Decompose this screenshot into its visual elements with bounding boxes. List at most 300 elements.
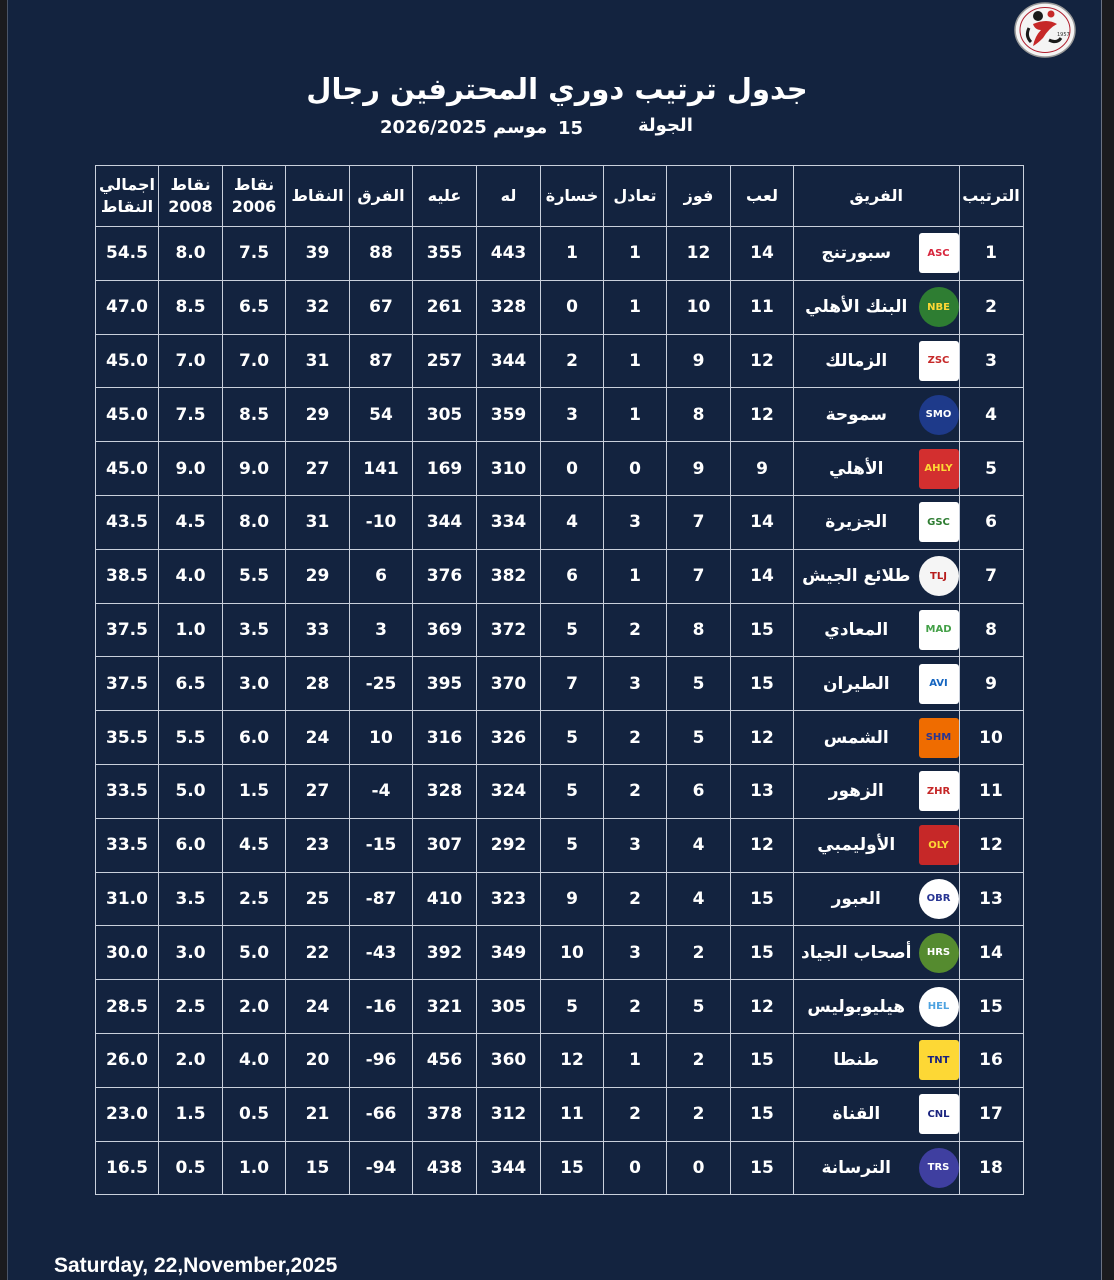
goals-against-cell: 369: [413, 603, 477, 657]
team-crest-icon: CNL: [919, 1094, 959, 1134]
points-2006-cell: 6.0: [223, 711, 286, 765]
points-2006-cell: 1.5: [223, 764, 286, 818]
team-logo-cell: [919, 442, 960, 496]
points-2008-cell: 2.5: [159, 980, 223, 1034]
lost-cell: 7: [541, 657, 604, 711]
goals-against-cell: 410: [413, 872, 477, 926]
played-cell: 15: [731, 926, 794, 980]
rank-cell: 6: [959, 495, 1023, 549]
points-cell: 39: [286, 227, 350, 281]
col-team: الفريق: [794, 166, 960, 227]
page-title: جدول ترتيب دوري المحترفين رجال: [306, 72, 808, 106]
played-cell: 15: [731, 603, 794, 657]
points-2008-cell: 3.0: [159, 926, 223, 980]
lost-cell: 5: [541, 764, 604, 818]
goal-diff-cell: 6: [350, 549, 413, 603]
table-row: [96, 711, 1024, 765]
goal-diff-cell: 87: [350, 334, 413, 388]
total-points-cell: 37.5: [96, 657, 159, 711]
table-row: [96, 764, 1024, 818]
points-2006-cell: 8.0: [223, 495, 286, 549]
rank-cell: 8: [959, 603, 1023, 657]
team-logo-cell: [919, 603, 960, 657]
goal-diff-cell: 10: [350, 711, 413, 765]
points-2006-cell: 8.5: [223, 388, 286, 442]
team-logo-cell: [919, 872, 960, 926]
drawn-cell: 2: [604, 980, 667, 1034]
goal-diff-cell: -96: [350, 1033, 413, 1087]
played-cell: 14: [731, 227, 794, 281]
lost-cell: 5: [541, 603, 604, 657]
lost-cell: 4: [541, 495, 604, 549]
drawn-cell: 3: [604, 926, 667, 980]
goals-for-cell: 334: [477, 495, 541, 549]
goals-against-cell: 392: [413, 926, 477, 980]
won-cell: 8: [667, 603, 731, 657]
col-points-2006: نقاط 2006: [223, 166, 286, 227]
goals-for-cell: 326: [477, 711, 541, 765]
total-points-cell: 33.5: [96, 818, 159, 872]
points-2008-cell: 2.0: [159, 1033, 223, 1087]
lost-cell: 2: [541, 334, 604, 388]
points-2008-cell: 8.5: [159, 280, 223, 334]
table-row: [96, 388, 1024, 442]
points-cell: 31: [286, 334, 350, 388]
points-2008-cell: 4.5: [159, 495, 223, 549]
subtitle: [380, 115, 700, 143]
points-2008-cell: 0.5: [159, 1141, 223, 1195]
team-crest-icon: TRS: [919, 1148, 959, 1188]
won-cell: 2: [667, 1033, 731, 1087]
team-logo-cell: [919, 1033, 960, 1087]
played-cell: 15: [731, 1033, 794, 1087]
goals-for-cell: 305: [477, 980, 541, 1034]
round-label: الجولة: [638, 115, 693, 136]
team-crest-icon: HRS: [919, 933, 959, 973]
team-logo-cell: [919, 495, 960, 549]
season-label: موسم 2026/2025: [380, 117, 548, 138]
team-logo-cell: [919, 1141, 960, 1195]
total-points-cell: 16.5: [96, 1141, 159, 1195]
points-2008-cell: 4.0: [159, 549, 223, 603]
points-2006-cell: 7.0: [223, 334, 286, 388]
drawn-cell: 1: [604, 388, 667, 442]
goals-for-cell: 370: [477, 657, 541, 711]
team-logo-cell: [919, 657, 960, 711]
rank-cell: 12: [959, 818, 1023, 872]
won-cell: 7: [667, 495, 731, 549]
points-cell: 23: [286, 818, 350, 872]
lost-cell: 5: [541, 980, 604, 1034]
drawn-cell: 0: [604, 442, 667, 496]
lost-cell: 12: [541, 1033, 604, 1087]
goals-for-cell: 324: [477, 764, 541, 818]
points-2008-cell: 7.5: [159, 388, 223, 442]
total-points-cell: 26.0: [96, 1033, 159, 1087]
goals-for-cell: 312: [477, 1087, 541, 1141]
total-points-cell: 45.0: [96, 388, 159, 442]
lost-cell: 11: [541, 1087, 604, 1141]
team-name-cell: الأوليمبي: [794, 818, 919, 872]
points-2006-cell: 4.5: [223, 818, 286, 872]
won-cell: 5: [667, 980, 731, 1034]
team-crest-icon: AVI: [919, 664, 959, 704]
rank-cell: 9: [959, 657, 1023, 711]
points-2008-cell: 6.0: [159, 818, 223, 872]
goals-against-cell: 355: [413, 227, 477, 281]
points-2008-cell: 1.0: [159, 603, 223, 657]
points-cell: 33: [286, 603, 350, 657]
lost-cell: 3: [541, 388, 604, 442]
points-cell: 15: [286, 1141, 350, 1195]
played-cell: 12: [731, 980, 794, 1034]
lost-cell: 10: [541, 926, 604, 980]
col-won: فوز: [667, 166, 731, 227]
lost-cell: 0: [541, 280, 604, 334]
goals-against-cell: 169: [413, 442, 477, 496]
col-lost: خسارة: [541, 166, 604, 227]
points-2008-cell: 1.5: [159, 1087, 223, 1141]
won-cell: 5: [667, 657, 731, 711]
total-points-cell: 37.5: [96, 603, 159, 657]
goals-against-cell: 316: [413, 711, 477, 765]
goals-against-cell: 261: [413, 280, 477, 334]
table-row: [96, 549, 1024, 603]
total-points-cell: 45.0: [96, 442, 159, 496]
won-cell: 9: [667, 334, 731, 388]
team-name-cell: الزمالك: [794, 334, 919, 388]
table-row: [96, 1033, 1024, 1087]
points-2006-cell: 3.5: [223, 603, 286, 657]
team-crest-icon: ZHR: [919, 771, 959, 811]
team-name-cell: الترسانة: [794, 1141, 919, 1195]
total-points-cell: 28.5: [96, 980, 159, 1034]
goal-diff-cell: 88: [350, 227, 413, 281]
team-crest-icon: MAD: [919, 610, 959, 650]
drawn-cell: 3: [604, 495, 667, 549]
goals-against-cell: 395: [413, 657, 477, 711]
goal-diff-cell: -16: [350, 980, 413, 1034]
points-2006-cell: 5.5: [223, 549, 286, 603]
goals-against-cell: 344: [413, 495, 477, 549]
table-row: [96, 280, 1024, 334]
points-cell: 27: [286, 764, 350, 818]
drawn-cell: 1: [604, 227, 667, 281]
points-2006-cell: 1.0: [223, 1141, 286, 1195]
federation-logo-icon: [1013, 2, 1077, 57]
team-name-cell: سموحة: [794, 388, 919, 442]
total-points-cell: 23.0: [96, 1087, 159, 1141]
drawn-cell: 2: [604, 603, 667, 657]
played-cell: 9: [731, 442, 794, 496]
rank-cell: 16: [959, 1033, 1023, 1087]
goals-for-cell: 292: [477, 818, 541, 872]
won-cell: 2: [667, 926, 731, 980]
points-2008-cell: 9.0: [159, 442, 223, 496]
won-cell: 0: [667, 1141, 731, 1195]
goal-diff-cell: -66: [350, 1087, 413, 1141]
played-cell: 14: [731, 549, 794, 603]
team-logo-cell: [919, 711, 960, 765]
points-cell: 22: [286, 926, 350, 980]
points-2008-cell: 6.5: [159, 657, 223, 711]
team-name-cell: طنطا: [794, 1033, 919, 1087]
goals-for-cell: 344: [477, 1141, 541, 1195]
rank-cell: 1: [959, 227, 1023, 281]
team-crest-icon: SHM: [919, 718, 959, 758]
played-cell: 14: [731, 495, 794, 549]
rank-cell: 4: [959, 388, 1023, 442]
rank-cell: 10: [959, 711, 1023, 765]
goal-diff-cell: 54: [350, 388, 413, 442]
table-row: [96, 980, 1024, 1034]
total-points-cell: 47.0: [96, 280, 159, 334]
drawn-cell: 0: [604, 1141, 667, 1195]
rank-cell: 17: [959, 1087, 1023, 1141]
team-crest-icon: OBR: [919, 879, 959, 919]
goals-for-cell: 323: [477, 872, 541, 926]
col-goal-diff: الفرق: [350, 166, 413, 227]
goals-against-cell: 307: [413, 818, 477, 872]
table-row: [96, 1141, 1024, 1195]
col-drawn: تعادل: [604, 166, 667, 227]
points-2006-cell: 2.0: [223, 980, 286, 1034]
total-points-cell: 33.5: [96, 764, 159, 818]
played-cell: 12: [731, 334, 794, 388]
played-cell: 15: [731, 872, 794, 926]
header-row: [96, 166, 1024, 227]
col-played: لعب: [731, 166, 794, 227]
team-logo-cell: [919, 280, 960, 334]
goals-for-cell: 360: [477, 1033, 541, 1087]
table-row: [96, 926, 1024, 980]
points-2006-cell: 5.0: [223, 926, 286, 980]
points-2006-cell: 2.5: [223, 872, 286, 926]
drawn-cell: 3: [604, 818, 667, 872]
team-crest-icon: HEL: [919, 987, 959, 1027]
lost-cell: 5: [541, 818, 604, 872]
rank-cell: 14: [959, 926, 1023, 980]
played-cell: 12: [731, 711, 794, 765]
table-row: [96, 495, 1024, 549]
won-cell: 12: [667, 227, 731, 281]
left-edge: [0, 0, 8, 1280]
team-name-cell: البنك الأهلي: [794, 280, 919, 334]
lost-cell: 9: [541, 872, 604, 926]
rank-cell: 15: [959, 980, 1023, 1034]
played-cell: 15: [731, 1141, 794, 1195]
drawn-cell: 1: [604, 334, 667, 388]
points-2006-cell: 9.0: [223, 442, 286, 496]
points-2006-cell: 6.5: [223, 280, 286, 334]
total-points-cell: 54.5: [96, 227, 159, 281]
team-crest-icon: AHLY: [919, 449, 959, 489]
drawn-cell: 2: [604, 872, 667, 926]
team-crest-icon: TLJ: [919, 556, 959, 596]
team-logo-cell: [919, 549, 960, 603]
goal-diff-cell: 67: [350, 280, 413, 334]
goals-for-cell: 349: [477, 926, 541, 980]
points-2006-cell: 3.0: [223, 657, 286, 711]
played-cell: 15: [731, 657, 794, 711]
goals-for-cell: 443: [477, 227, 541, 281]
team-logo-cell: [919, 1087, 960, 1141]
goals-against-cell: 257: [413, 334, 477, 388]
table-row: [96, 657, 1024, 711]
won-cell: 4: [667, 818, 731, 872]
goals-for-cell: 344: [477, 334, 541, 388]
right-edge: [1101, 0, 1114, 1280]
lost-cell: 6: [541, 549, 604, 603]
standings-table: [95, 165, 1024, 1195]
played-cell: 13: [731, 764, 794, 818]
points-2008-cell: 8.0: [159, 227, 223, 281]
drawn-cell: 1: [604, 280, 667, 334]
team-logo-cell: [919, 818, 960, 872]
points-2008-cell: 5.5: [159, 711, 223, 765]
goal-diff-cell: 141: [350, 442, 413, 496]
points-cell: 20: [286, 1033, 350, 1087]
goals-for-cell: 372: [477, 603, 541, 657]
lost-cell: 0: [541, 442, 604, 496]
total-points-cell: 45.0: [96, 334, 159, 388]
team-name-cell: القناة: [794, 1087, 919, 1141]
goals-for-cell: 310: [477, 442, 541, 496]
points-2008-cell: 3.5: [159, 872, 223, 926]
won-cell: 6: [667, 764, 731, 818]
goals-against-cell: 376: [413, 549, 477, 603]
drawn-cell: 2: [604, 711, 667, 765]
won-cell: 8: [667, 388, 731, 442]
round-number: 15: [558, 118, 584, 139]
goal-diff-cell: -94: [350, 1141, 413, 1195]
goals-against-cell: 378: [413, 1087, 477, 1141]
lost-cell: 5: [541, 711, 604, 765]
team-name-cell: الزهور: [794, 764, 919, 818]
goal-diff-cell: -10: [350, 495, 413, 549]
total-points-cell: 30.0: [96, 926, 159, 980]
goal-diff-cell: -43: [350, 926, 413, 980]
points-cell: 29: [286, 388, 350, 442]
rank-cell: 2: [959, 280, 1023, 334]
drawn-cell: 3: [604, 657, 667, 711]
team-crest-icon: OLY: [919, 825, 959, 865]
total-points-cell: 35.5: [96, 711, 159, 765]
team-logo-cell: [919, 227, 960, 281]
col-goals-against: عليه: [413, 166, 477, 227]
total-points-cell: 31.0: [96, 872, 159, 926]
table-row: [96, 872, 1024, 926]
points-cell: 27: [286, 442, 350, 496]
goals-against-cell: 305: [413, 388, 477, 442]
won-cell: 2: [667, 1087, 731, 1141]
team-name-cell: الجزيرة: [794, 495, 919, 549]
points-2006-cell: 0.5: [223, 1087, 286, 1141]
table-row: [96, 442, 1024, 496]
points-2006-cell: 7.5: [223, 227, 286, 281]
lost-cell: 1: [541, 227, 604, 281]
drawn-cell: 2: [604, 764, 667, 818]
table-row: [96, 334, 1024, 388]
col-total: اجمالي النقاط: [96, 166, 159, 227]
points-cell: 29: [286, 549, 350, 603]
col-goals-for: له: [477, 166, 541, 227]
table-row: [96, 818, 1024, 872]
team-crest-icon: NBE: [919, 287, 959, 327]
points-cell: 25: [286, 872, 350, 926]
team-crest-icon: GSC: [919, 502, 959, 542]
won-cell: 4: [667, 872, 731, 926]
team-name-cell: الأهلي: [794, 442, 919, 496]
drawn-cell: 1: [604, 549, 667, 603]
table-row: [96, 227, 1024, 281]
played-cell: 15: [731, 1087, 794, 1141]
lost-cell: 15: [541, 1141, 604, 1195]
team-name-cell: المعادي: [794, 603, 919, 657]
points-2008-cell: 5.0: [159, 764, 223, 818]
goal-diff-cell: 3: [350, 603, 413, 657]
svg-text:1957: 1957: [1057, 32, 1070, 38]
goals-against-cell: 328: [413, 764, 477, 818]
team-name-cell: الطيران: [794, 657, 919, 711]
col-points: النقاط: [286, 166, 350, 227]
col-points-2008: نقاط 2008: [159, 166, 223, 227]
team-name-cell: الشمس: [794, 711, 919, 765]
team-name-cell: سبورتنج: [794, 227, 919, 281]
team-crest-icon: ASC: [919, 233, 959, 273]
points-cell: 32: [286, 280, 350, 334]
won-cell: 5: [667, 711, 731, 765]
table-row: [96, 1087, 1024, 1141]
goals-for-cell: 382: [477, 549, 541, 603]
points-2008-cell: 7.0: [159, 334, 223, 388]
footer-date: Saturday, 22,November,2025: [54, 1254, 338, 1277]
goal-diff-cell: -25: [350, 657, 413, 711]
points-cell: 31: [286, 495, 350, 549]
table-row: [96, 603, 1024, 657]
team-crest-icon: ZSC: [919, 341, 959, 381]
drawn-cell: 1: [604, 1033, 667, 1087]
played-cell: 11: [731, 280, 794, 334]
total-points-cell: 43.5: [96, 495, 159, 549]
team-crest-icon: SMO: [919, 395, 959, 435]
rank-cell: 5: [959, 442, 1023, 496]
rank-cell: 18: [959, 1141, 1023, 1195]
points-cell: 28: [286, 657, 350, 711]
goals-for-cell: 359: [477, 388, 541, 442]
goals-for-cell: 328: [477, 280, 541, 334]
total-points-cell: 38.5: [96, 549, 159, 603]
played-cell: 12: [731, 388, 794, 442]
drawn-cell: 2: [604, 1087, 667, 1141]
won-cell: 10: [667, 280, 731, 334]
team-logo-cell: [919, 926, 960, 980]
goal-diff-cell: -15: [350, 818, 413, 872]
team-name-cell: هيليوبوليس: [794, 980, 919, 1034]
rank-cell: 3: [959, 334, 1023, 388]
won-cell: 7: [667, 549, 731, 603]
team-logo-cell: [919, 980, 960, 1034]
points-cell: 24: [286, 980, 350, 1034]
goals-against-cell: 321: [413, 980, 477, 1034]
col-rank: الترتيب: [959, 166, 1023, 227]
team-logo-cell: [919, 764, 960, 818]
points-cell: 21: [286, 1087, 350, 1141]
team-logo-cell: [919, 334, 960, 388]
team-crest-icon: TNT: [919, 1040, 959, 1080]
rank-cell: 11: [959, 764, 1023, 818]
team-name-cell: طلائع الجيش: [794, 549, 919, 603]
